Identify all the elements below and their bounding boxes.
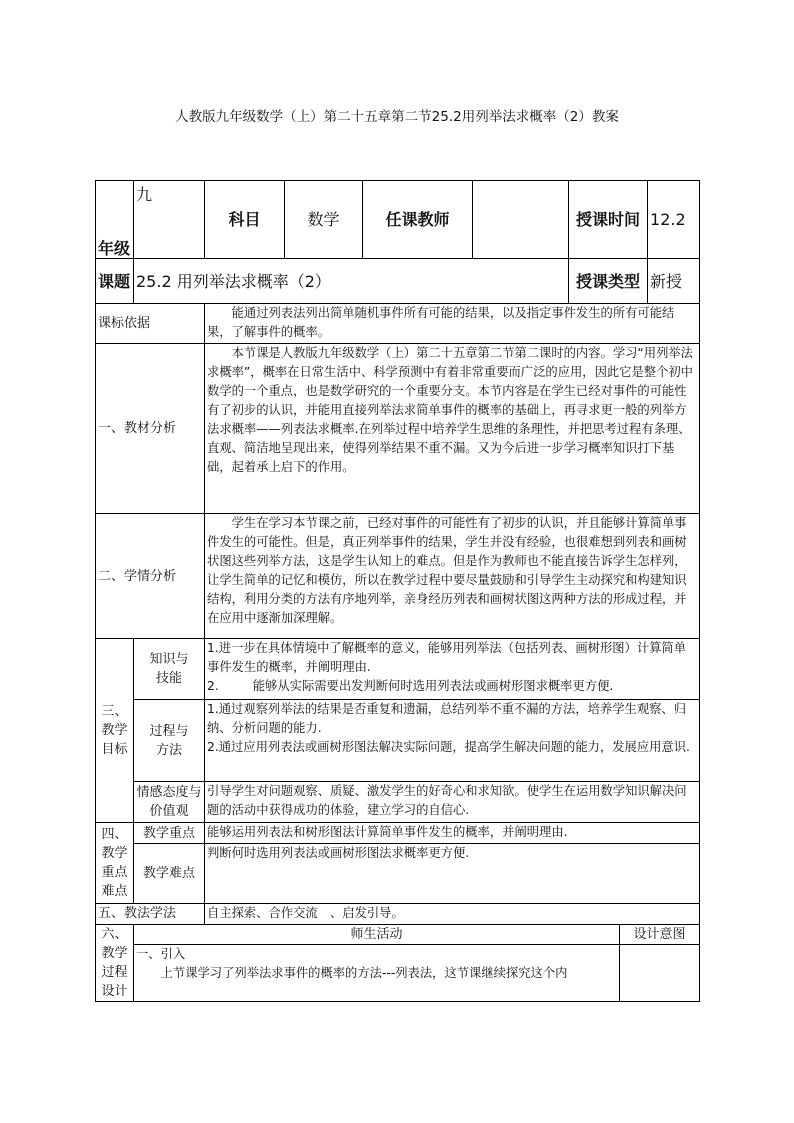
knowledge-label: [134, 639, 205, 700]
intro-text: 上节课学习了列举法求事件的概率的方法---列表法，这节课继续探究这个内: [160, 966, 568, 981]
focus-label: [96, 823, 134, 904]
key-point-label: 教学重点: [134, 823, 205, 844]
design-label-a: 六、: [101, 927, 128, 942]
student-row: [96, 514, 700, 639]
topic-row: [96, 259, 700, 304]
process-label-b: 方法: [156, 742, 183, 758]
subject-label: 科目: [205, 181, 285, 259]
textbook-label: 一、教材分析: [96, 344, 205, 514]
difficulty-row: [96, 844, 700, 904]
intent-header: 设计意图: [620, 925, 700, 945]
knowledge-text: [205, 639, 700, 700]
goals-label-c: 目标: [101, 742, 128, 757]
method-row: [96, 904, 700, 925]
student-label: 二、学情分析: [96, 514, 205, 639]
knowledge-line-1: 1.进一步在具体情境中了解概率的意义，能够用列举法（包括列表、画树形图）计算简单事件发生的概率，并阐明理由.: [207, 641, 687, 674]
activity-header: 师生活动: [134, 925, 620, 945]
textbook-text: 本节课是人教版九年级数学（上）第二十五章第二节第二课时的内容。学习“用列举法求概率”，概率在日常生活中、科学预测中有着非常重要而广泛的应用，因此它是整个初中数学的一个重点，也是数学研究的一个重要分支。本节内容是在学生已经对事件的可能性有了初步的认识，并能用直接列举法求简单事件的概率的基础上，再寻求更一般的列举方法求概率——列表法求概率.在列举过程中培养学生思维的条理性，并把思考过程有条理、直观、简洁地呈现出来，使得列举结果不重不漏。又为今后进一步学习概率知识打下基础，起着承上启下的作用。: [205, 344, 700, 514]
design-body-row: [96, 945, 700, 1002]
intro-heading: 一、引入: [136, 947, 186, 962]
key-point-row: [96, 823, 700, 844]
goal-process-row: [96, 700, 700, 782]
emotion-label: [134, 782, 205, 823]
knowledge-line-2-num: 2.: [207, 679, 219, 693]
topic-label: 课题: [96, 259, 134, 304]
subject-value: 数学: [285, 181, 363, 259]
intent-cell: [620, 945, 700, 1002]
goal-emotion-row: [96, 782, 700, 823]
teacher-label: 任课教师: [363, 181, 473, 259]
standard-row: [96, 304, 700, 344]
textbook-row: [96, 344, 700, 514]
process-label-a: 过程与: [149, 723, 189, 739]
emotion-label-a: 情感态度与: [136, 785, 202, 800]
grade-label: 年级: [96, 181, 134, 259]
topic-value: 25.2 用列举法求概率（2）: [134, 259, 569, 304]
design-label-b: 教学: [101, 946, 128, 961]
emotion-text: 引导学生对问题观察、质疑、激发学生的好奇心和求知欲。使学生在运用数学知识解决问题的活动中获得成功的体验，建立学习的自信心.: [205, 782, 700, 823]
difficulty-label: 教学难点: [134, 844, 205, 904]
process-line-1: 1.通过观察列举法的结果是否重复和遗漏，总结列举不重不漏的方法，培养学生观察、归纳、分析问题的能力.: [207, 702, 687, 735]
emotion-label-b: 价值观: [149, 804, 189, 819]
focus-label-b: 教学: [101, 846, 128, 861]
method-text: 自主探索、合作交流 、启发引导。: [205, 904, 700, 925]
focus-label-a: 四、: [101, 827, 128, 842]
design-label: [96, 925, 134, 1002]
grade-value: 九: [134, 181, 205, 259]
design-label-d: 设计: [101, 984, 128, 999]
lesson-plan-table: [95, 180, 700, 1002]
focus-label-c: 重点: [101, 865, 128, 880]
student-text: 学生在学习本节课之前，已经对事件的可能性有了初步的认识，并且能够计算简单事件发生的可能性。但是，真正列举事件的结果，学生并没有经验，也很难想到列表和画树状图这些列举方法，这是学生认知上的难点。但是作为教师也不能直接告诉学生怎样列，让学生简单的记忆和模仿，所以在教学过程中要尽量鼓励和引导学生主动探究和构建知识结构，利用分类的方法有序地列举，亲身经历列表和画树状图这两种方法的形成过程，并在应用中逐渐加深理解。: [205, 514, 700, 639]
teacher-value: [473, 181, 569, 259]
document-title: 人教版九年级数学（上）第二十五章第二节25.2用列举法求概率（2）教案: [175, 109, 619, 125]
design-label-c: 过程: [101, 965, 128, 980]
knowledge-label-b: 技能: [156, 671, 183, 686]
goals-label-a: 三、: [101, 704, 128, 719]
focus-label-d: 难点: [101, 884, 128, 899]
knowledge-line-2-text: 能够从实际需要出发判断何时选用列表法或画树形图求概率更方便.: [252, 679, 614, 693]
key-point-text: 能够运用列表法和树形图法计算简单事件发生的概率，并阐明理由.: [205, 823, 700, 844]
goals-label-b: 教学: [101, 723, 128, 738]
header-row: [96, 181, 700, 259]
design-header-row: [96, 925, 700, 945]
difficulty-text: 判断何时选用列表法或画树形图法求概率更方便.: [205, 844, 700, 904]
time-value: 12.2: [648, 181, 700, 259]
type-label: 授课类型: [569, 259, 648, 304]
standard-text: 能通过列表法列出简单随机事件所有可能的结果，以及指定事件发生的所有可能结果，了解事件的概率。: [205, 304, 700, 344]
goals-label: [96, 639, 134, 823]
type-value: 新授: [648, 259, 700, 304]
process-label: [134, 700, 205, 782]
goal-knowledge-row: [96, 639, 700, 700]
method-label: 五、教法学法: [96, 904, 205, 925]
knowledge-line-2: [207, 677, 697, 696]
knowledge-label-a: 知识与: [149, 652, 189, 667]
time-label: 授课时间: [569, 181, 648, 259]
activity-cell: [134, 945, 620, 1002]
process-text: [205, 700, 700, 782]
standard-label: 课标依据: [96, 304, 205, 344]
process-line-2: 2.通过应用列表法或画树形图法解决实际问题，提高学生解决问题的能力，发展应用意识.: [207, 740, 690, 754]
